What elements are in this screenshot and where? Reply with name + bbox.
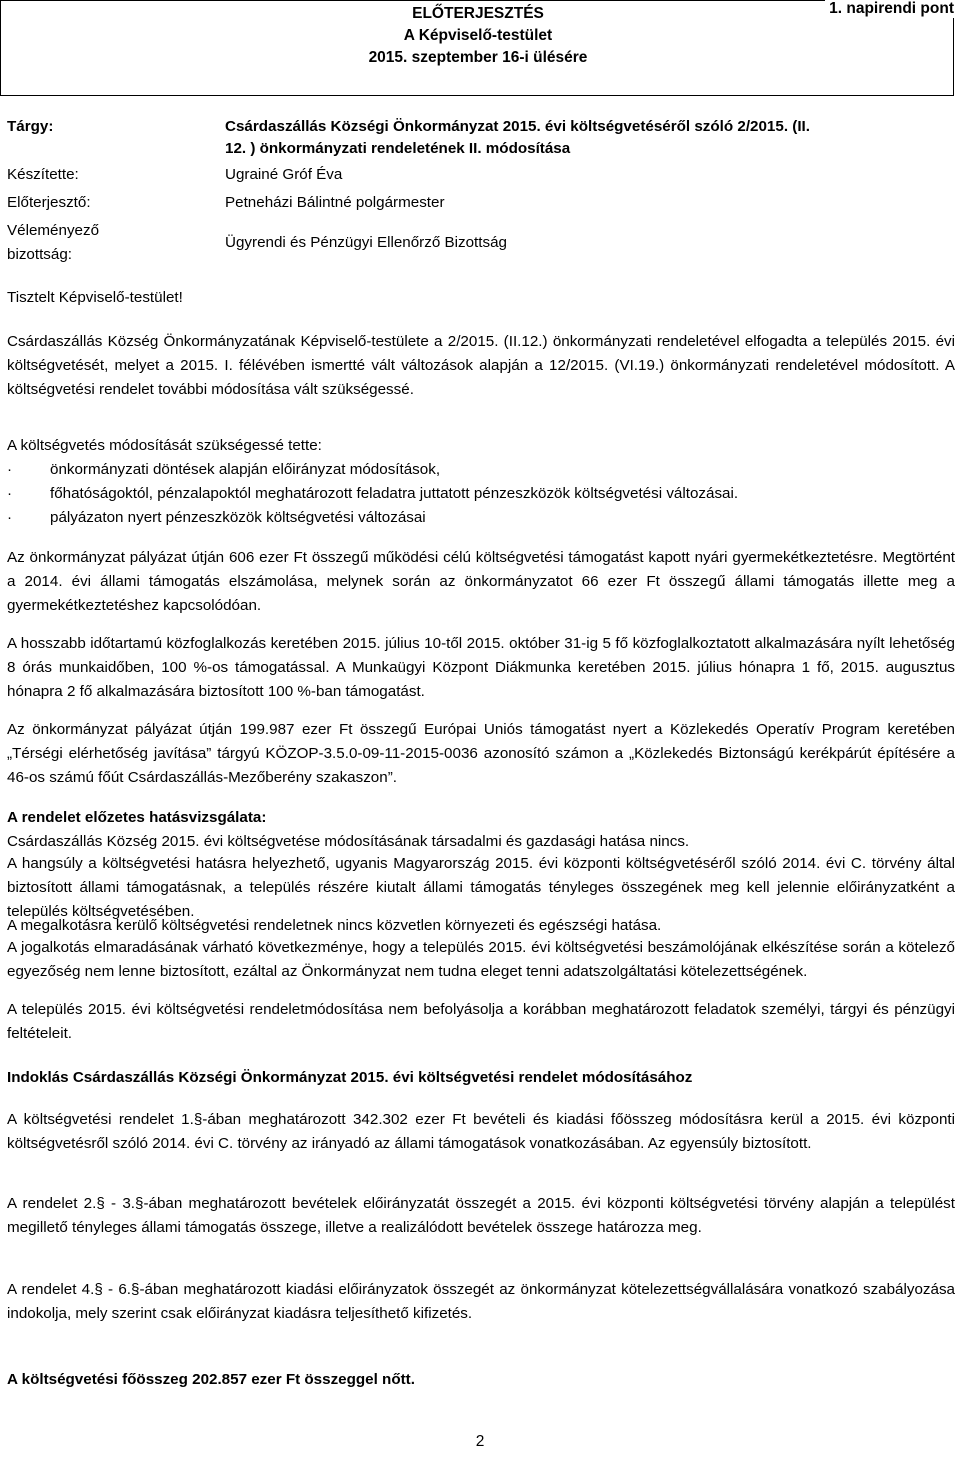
impact-paragraph-2: A hangsúly a költségvetési hatásra helyezhető, ugyanis Magyarország 2015. évi központi költségvetéséről szóló 2014. évi C. törvény által biztosított állami támogatásnak, a település részére kiutalt állami támogatás tényleges összegének meg kell jelennie előirányzatként a település költségvetésében. [7, 855, 955, 920]
list-item [0, 506, 955, 530]
reviewer-value: Ügyrendi és Pénzügyi Ellenőrző Bizottság [225, 234, 507, 251]
agenda-item-label: 1. napirendi pont [825, 0, 954, 18]
list-item [0, 482, 955, 506]
paragraph-eu-grant: Az önkormányzat pályázat útján 199.987 ezer Ft összegű Európai Uniós támogatást nyert a Közlekedés Operatív Program keretében „Térségi elérhetőség javítása” tárgyú KÖZOP-3.5.0-09-11-2015-0036 azonosító számon a „Közlekedés Biztonságú kerékpárút építésére a 46-os számú főút Csárdaszállás-Mezőberény szakaszon”. [7, 721, 955, 786]
paragraph-intro: Csárdaszállás Község Önkormányzatának Képviselő-testülete a 2/2015. (II.12.) önkormányzati rendeletével elfogadta a település 2015. évi költségvetését, melyet a 2015. I. félévében ismertté vált változások alapján a 12/2015. (VI.19.) önkormányzati rendeletével módosított. A költségvetési rendelet további módosítása vált szükségessé. [7, 333, 955, 398]
reasoning-paragraph-1: A költségvetési rendelet 1.§-ában meghatározott 342.302 ezer Ft bevételi és kiadási főösszeg módosításra kerül a 2015. évi központi költségvetésről szóló 2014. évi C. törvény az irányadó az állami támogatások vonatkozásában. Az egyensúly biztosított. [7, 1111, 955, 1152]
final-statement: A költségvetési főösszeg 202.857 ezer Ft összeggel nőtt. [7, 1371, 415, 1388]
header-title [1, 3, 955, 69]
header-box [0, 0, 954, 96]
reasoning-paragraph-2: A rendelet 2.§ - 3.§-ában meghatározott bevételek előirányzatát összegét a 2015. évi központi költségvetési törvény alapján a települést megillető tényleges állami támogatás összege, illetve a realizálódott bevételek összege határozza meg. [7, 1195, 955, 1236]
impact-paragraph-1: Csárdaszállás Község 2015. évi költségvetése módosításának társadalmi és gazdasági hatása nincs. [7, 833, 690, 850]
title-line-2: A Képviselő-testület [403, 27, 553, 44]
impact-paragraph-5: A település 2015. évi költségvetési rendeletmódosítása nem befolyásolja a korábban meghatározott feladatok személyi, tárgyi és pénzügyi feltételeit. [7, 1001, 955, 1042]
subject-label: Tárgy: [7, 118, 54, 135]
bullet-mark: · [7, 461, 13, 478]
page-number: 2 [475, 1433, 485, 1450]
presenter-value: Petneházi Bálintné polgármester [225, 194, 445, 211]
list-item [0, 458, 955, 482]
paragraph-public-work: A hosszabb időtartamú közfoglalkozás keretében 2015. július 10-től 2015. október 31-ig 5 fő közfoglalkoztatott alkalmazására nyílt lehetőség 8 órás munkaidőben, 100 %-os támogatással. A Munkaügyi Központ Diákmunka keretében 2015. július hónapra 1 fő, 2015. augusztus hónapra 2 fő alkalmazására biztosított 100 %-ban támogatást. [7, 635, 955, 700]
impact-paragraph-3: A megalkotásra kerülő költségvetési rendeletnek nincs közvetlen környezeti és egészségi hatása. [7, 917, 662, 934]
title-line-1: ELŐTERJESZTÉS [412, 5, 544, 22]
reasoning-heading: Indoklás Csárdaszállás Községi Önkormányzat 2015. évi költségvetési rendelet módosításához [7, 1069, 693, 1086]
greeting: Tisztelt Képviselő-testület! [7, 289, 183, 306]
paragraph-grant: Az önkormányzat pályázat útján 606 ezer Ft összegű működési célú költségvetési támogatást kapott nyári gyermekétkeztetésre. Megtörtént a 2014. évi állami támogatás elszámolása, melynek során az önkormányzatot 66 ezer Ft összegű állami támogatás illette meg a gyermekétkeztetéshez kapcsolódóan. [7, 549, 955, 614]
reviewer-label-line-1: Véleményező [7, 222, 100, 239]
prepared-by-value: Ugrainé Gróf Éva [225, 166, 343, 183]
list-item-text: önkormányzati döntések alapján előirányzat módosítások, [50, 461, 441, 478]
bullet-mark: · [7, 485, 13, 502]
reasoning-paragraph-3: A rendelet 4.§ - 6.§-ában meghatározott kiadási előirányzatok összegét az önkormányzat kötelezettségvállalására vonatkozó szabályozása indokolja, mely szerint csak előirányzat kiadásra teljesíthető kifizetés. [7, 1281, 955, 1322]
list-item-text: főhatóságoktól, pénzalapoktól meghatározott feladatra juttatott pénzeszközök költségvetési változásai. [50, 485, 739, 502]
list-item-text: pályázaton nyert pénzeszközök költségvetési változásai [50, 509, 426, 526]
subject-value: Csárdaszállás Községi Önkormányzat 2015. évi költségvetéséről szóló 2/2015. (II. 12. ) önkormányzati rendeletének II. módosítása [225, 118, 810, 157]
presenter-label: Előterjesztő: [7, 194, 91, 211]
prepared-by-label: Készítette: [7, 166, 79, 183]
list-intro: A költségvetés módosítását szükségessé tette: [7, 437, 322, 454]
title-line-3: 2015. szeptember 16-i ülésére [368, 49, 588, 66]
bullet-mark: · [7, 509, 13, 526]
reviewer-label-line-2: bizottság: [7, 246, 73, 263]
impact-heading: A rendelet előzetes hatásvizsgálata: [7, 809, 267, 826]
impact-paragraph-4: A jogalkotás elmaradásának várható következménye, hogy a település 2015. évi költségvetési beszámolójának elkészítése során a kötelező egyezőség nem lenne biztosított, ezáltal az Önkormányzat nem tudna eleget tenni adatszolgáltatási kötelezettségének. [7, 939, 955, 980]
